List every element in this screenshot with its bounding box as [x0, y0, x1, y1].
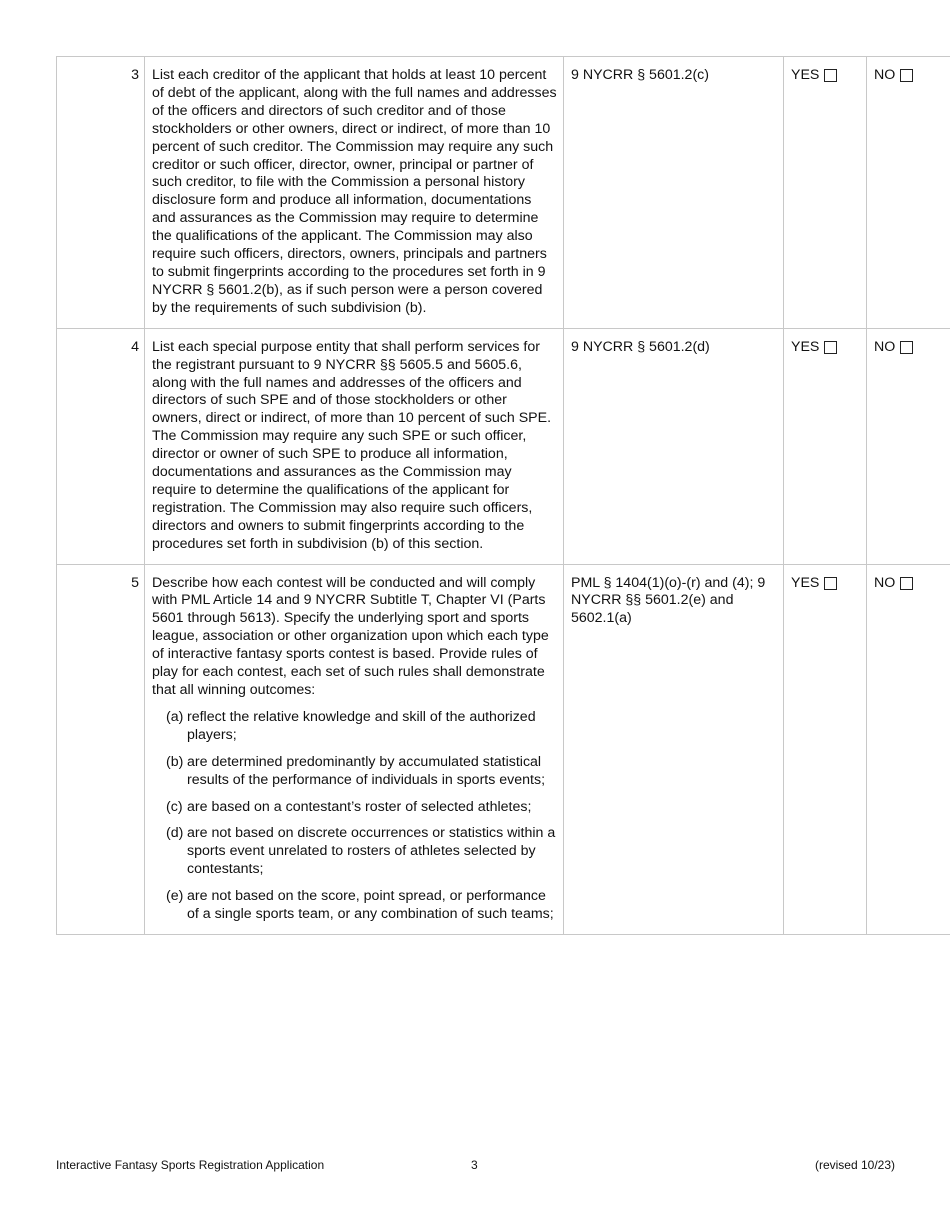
- list-item: [152, 709, 557, 745]
- yes-checkbox[interactable]: [824, 341, 837, 354]
- yes-label: YES: [791, 338, 820, 355]
- yes-checkbox[interactable]: [824, 577, 837, 590]
- table-row: [57, 564, 950, 934]
- list-item-text: are not based on the score, point spread, or performance of a single sports team, or any combination of such teams;: [187, 888, 554, 923]
- no-checkbox[interactable]: [900, 341, 913, 354]
- row-number: 4: [57, 328, 145, 564]
- table-row: [57, 328, 950, 564]
- list-item-text: reflect the relative knowledge and skill of the authorized players;: [187, 708, 536, 743]
- yes-label: YES: [791, 574, 820, 591]
- row-reference: 9 NYCRR § 5601.2(d): [564, 328, 784, 564]
- no-label: NO: [874, 338, 896, 355]
- list-item-text: are not based on discrete occurrences or statistics within a sports event unrelated to rosters of athletes selected by contestants;: [187, 825, 556, 878]
- list-item-text: are determined predominantly by accumulated statistical results of the performance of individuals in sports events;: [187, 753, 546, 788]
- list-item: [152, 888, 557, 924]
- list-item-label: (a): [166, 708, 184, 725]
- row-reference: PML § 1404(1)(o)-(r) and (4); 9 NYCRR §§ 5601.2(e) and 5602.1(a): [564, 564, 784, 934]
- page-footer: [56, 1158, 895, 1174]
- list-item-label: (c): [166, 798, 183, 815]
- requirements-table: [56, 56, 950, 935]
- row-description: Describe how each contest will be conducted and will comply with PML Article 14 and 9 NYCRR Subtitle T, Chapter VI (Parts 5601 through 5613). Specify the underlying sport and sports league, association or other organization upon which each type of interactive fantasy sports contest is based. Provide rules of play for each contest, each set of such rules shall demonstrate that all winning outcomes:: [152, 574, 549, 698]
- footer-title: Interactive Fantasy Sports Registration Application: [56, 1158, 325, 1172]
- no-checkbox[interactable]: [900, 577, 913, 590]
- revision-note: (revised 10/23): [814, 1158, 895, 1172]
- list-item-label: (e): [166, 888, 184, 905]
- list-item: [152, 799, 557, 817]
- yes-checkbox[interactable]: [824, 69, 837, 82]
- row-number: 3: [57, 57, 145, 329]
- row-description: List each special purpose entity that shall perform services for the registrant pursuant to 9 NYCRR §§ 5605.5 and 5605.6, along with the full names and addresses of the officers and directors of such SPE and of those stockholders or other owners, direct or indirect, of more than 10 percent of such SPE. The Commission may require any such SPE or such officer, director or owner of such SPE to produce all information, documentations and assurances as the Commission may require to determine the qualifications of the applicant for registration. The Commission may also require such officers, directors and owners to submit fingerprints according to the procedures set forth in subdivision (b) of this section.: [145, 328, 564, 564]
- no-cell: [867, 564, 950, 934]
- table-row: [57, 57, 950, 329]
- yes-cell: [784, 57, 867, 329]
- no-cell: [867, 57, 950, 329]
- outcome-criteria-list: [152, 709, 557, 924]
- list-item-text: are based on a contestant’s roster of selected athletes;: [187, 798, 532, 815]
- list-item-label: (d): [166, 825, 184, 842]
- row-description: List each creditor of the applicant that holds at least 10 percent of debt of the applicant, along with the full names and addresses of the officers and directors of such creditor and of those stockholders or other owners, direct or indirect, of more than 10 percent of such creditor. The Commission may require any such creditor or such officer, director, owner, principal or partner of such creditor, to file with the Commission a personal history disclosure form and produce all information, documentations and assurances as the Commission may require to determine the qualifications of the applicant. The Commission may also require such officers, directors, owners, principals and partners to submit fingerprints according to the procedures set forth in 9 NYCRR § 5601.2(b), as if such person were a person covered by the requirements of such subdivision (b).: [145, 57, 564, 329]
- yes-cell: [784, 564, 867, 934]
- no-label: NO: [874, 67, 896, 83]
- row-number: 5: [57, 564, 145, 934]
- list-item: [152, 754, 557, 790]
- no-cell: [867, 328, 950, 564]
- no-label: NO: [874, 574, 896, 591]
- row-description-cell: [145, 564, 564, 934]
- no-checkbox[interactable]: [900, 69, 913, 82]
- list-item-label: (b): [166, 753, 184, 770]
- yes-cell: [784, 328, 867, 564]
- page-number: 3: [471, 1158, 478, 1172]
- list-item: [152, 825, 557, 879]
- yes-label: YES: [791, 67, 820, 83]
- row-reference: 9 NYCRR § 5601.2(c): [564, 57, 784, 329]
